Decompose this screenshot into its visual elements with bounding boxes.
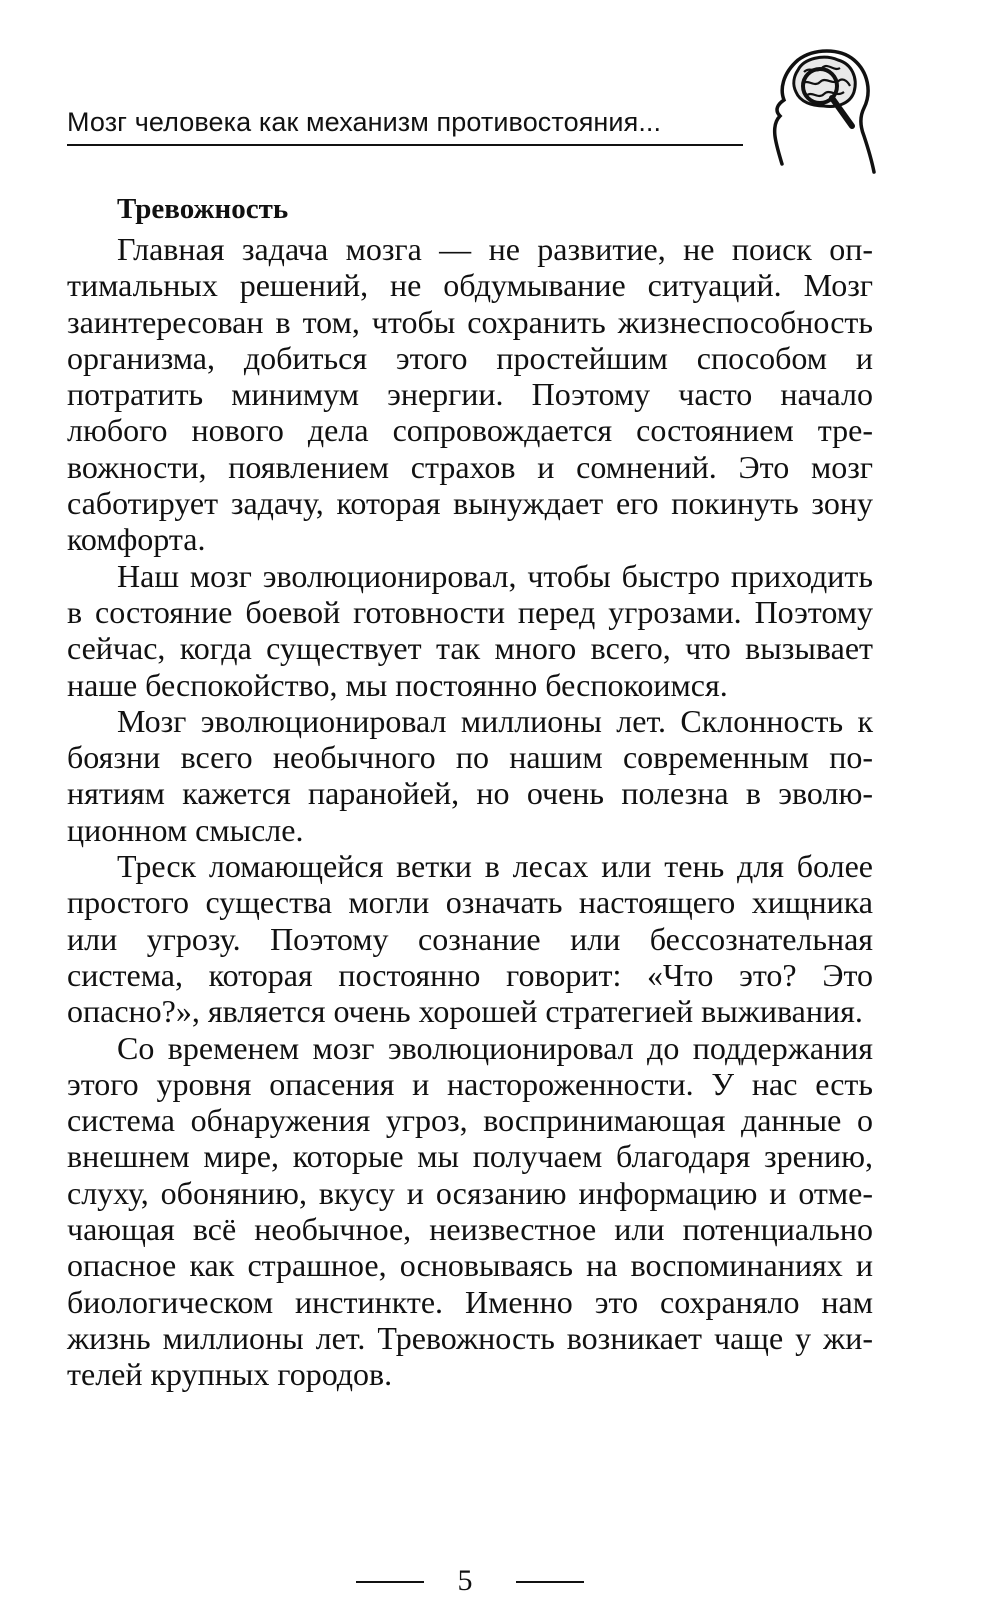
paragraph-2: Наш мозг эволюционировал, чтобы быстро приходить в состояние боевой готовности перед угрозами. Поэтому сейчас, когда существует так много всего, что вызывает наше беспокойство, мы постоянно беспокоимся. bbox=[67, 557, 873, 703]
running-head bbox=[67, 102, 743, 146]
page-footer bbox=[0, 1562, 1000, 1602]
footer-rule-right bbox=[516, 1581, 584, 1583]
section-heading: Тревожность bbox=[117, 193, 289, 225]
footer-rule-left bbox=[356, 1581, 424, 1583]
head-with-brain-and-magnifier-icon bbox=[768, 46, 878, 184]
page-body bbox=[67, 187, 873, 1393]
page-number: 5 bbox=[457, 1564, 473, 1597]
paragraph-5: Со временем мозг эволюционировал до поддержания этого уровня опасения и настороженности. У нас есть система обнаружения угроз, воспринимающая данные о внешнем мире, которые мы получаем благодаря зрению, слуху, обонянию, вкусу и осязанию информацию и отмечающая всё необычное, неизвестное или потенциально опасное как страшное, основываясь на воспоминаниях и биологическом инстинкте. Именно это сохраняло нам жизнь миллионы лет. Тревожность возникает чаще у жителей крупных городов. bbox=[67, 1029, 873, 1393]
paragraph-3: Мозг эволюционировал миллионы лет. Склонность к боязни всего необычного по нашим современным понятиям кажется паранойей, но очень полезна в эволюционном смысле. bbox=[67, 702, 873, 848]
running-title: Мозг человека как механизм противостояния... bbox=[67, 107, 662, 137]
paragraph-1: Главная задача мозга — не развитие, не поиск оптимальных решений, не обдумывание ситуаций. Мозг заинтересован в том, чтобы сохранить жизнеспособность организма, добиться этого простейшим способом и потратить минимум энергии. Поэтому часто начало любого нового дела сопровождается состоянием тревожности, появлением страхов и сомнений. Это мозг саботирует задачу, которая вынуждает его покинуть зону комфорта. bbox=[67, 231, 873, 558]
paragraph-4: Треск ломающейся ветки в лесах или тень для более простого существа могли означать настоящего хищника или угрозу. Поэтому сознание или бессознательная система, которая постоянно говорит: «Что это? Это опасно?», является очень хорошей стратегией выживания. bbox=[67, 848, 873, 1030]
